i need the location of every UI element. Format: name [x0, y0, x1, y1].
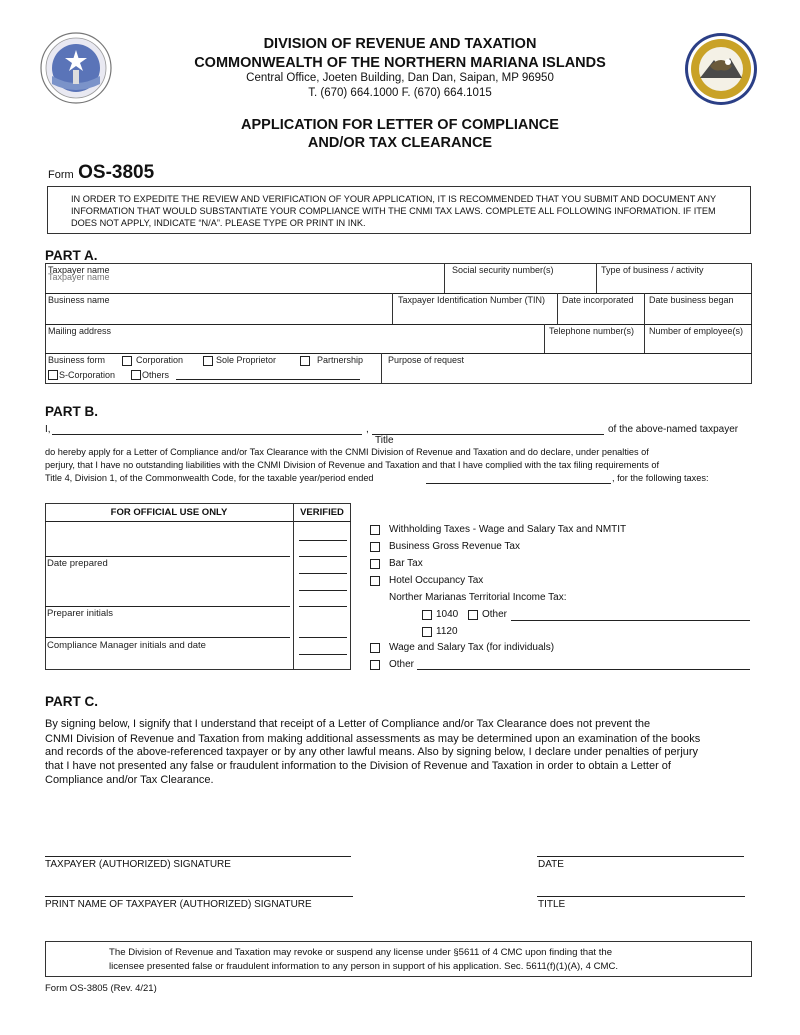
- declaration-line2: perjury, that I have no outstanding liabilities with the CNMI Division of Revenue and Taxation and that I have complied with the tax filing requirements of: [45, 460, 660, 470]
- others-label: Others: [142, 370, 170, 380]
- purpose-label: Purpose of request: [388, 355, 465, 365]
- bar-tax-checkbox[interactable]: [370, 559, 380, 569]
- taxpayer-signature-label: TAXPAYER (AUTHORIZED) SIGNATURE: [45, 859, 231, 870]
- part-c-heading: PART C.: [45, 694, 98, 709]
- s-corporation-label: S-Corporation: [59, 370, 116, 380]
- comma: ,: [366, 424, 369, 435]
- title-label: TITLE: [538, 899, 566, 910]
- form-number: [48, 162, 154, 184]
- instructions-line3: DOES NOT APPLY, INDICATE “N/A”. PLEASE TYPE OR PRINT IN INK.: [71, 218, 366, 228]
- date-business-began-label: Date business began: [649, 295, 734, 305]
- ssn-label: Social security number(s): [452, 265, 554, 275]
- form-1120-label: 1120: [436, 626, 458, 637]
- compliance-manager-label: Compliance Manager initials and date: [47, 640, 206, 651]
- form-number-value: OS-3805: [78, 162, 155, 183]
- business-type-label: Type of business / activity: [601, 265, 704, 275]
- mailing-address-label: Mailing address: [48, 326, 112, 336]
- withholding-checkbox[interactable]: [370, 525, 380, 535]
- certification-line1: By signing below, I signify that I understand that receipt of a Letter of Compliance and/or Tax Clearance does not prevent the: [45, 718, 651, 730]
- certification-line2: CNMI Division of Revenue and Taxation from making additional assessments as may be determined upon an examination of the books: [45, 733, 701, 745]
- sole-proprietor-checkbox[interactable]: [203, 356, 213, 366]
- title-caption: Title: [375, 435, 394, 446]
- notice-line1: The Division of Revenue and Taxation may revoke or suspend any license under §5611 of 4 CMC upon finding that the: [109, 947, 613, 958]
- i-label: I,: [45, 424, 51, 435]
- verified-line[interactable]: [299, 606, 347, 607]
- form-revision: Form OS-3805 (Rev. 4/21): [45, 983, 157, 994]
- commonwealth-name: COMMONWEALTH OF THE NORTHERN MARIANA ISLANDS: [194, 55, 606, 71]
- declaration-line3: Title 4, Division 1, of the Commonwealth Code, for the taxable year/period ended: [45, 473, 374, 483]
- bgrt-label: Business Gross Revenue Tax: [389, 541, 520, 552]
- others-line[interactable]: [176, 379, 360, 380]
- nmtit-other-line[interactable]: [511, 620, 750, 621]
- verified-line[interactable]: [299, 556, 347, 557]
- declaration-line1: do hereby apply for a Letter of Compliance and/or Tax Clearance with the CNMI Division of Revenue and Taxation and do declare, under penalties of: [45, 447, 649, 457]
- form-prefix: Form: [48, 169, 74, 181]
- form-1040-checkbox[interactable]: [422, 610, 432, 620]
- period-ended-line[interactable]: [426, 483, 611, 484]
- preparer-initials-label: Preparer initials: [47, 608, 113, 619]
- corporation-label: Corporation: [136, 355, 184, 365]
- withholding-label: Withholding Taxes - Wage and Salary Tax and NMTIT: [389, 524, 627, 535]
- part-b-heading: PART B.: [45, 404, 98, 419]
- nmtit-other-label: Other: [482, 609, 508, 620]
- form-1040-label: 1040: [436, 609, 459, 620]
- part-a-heading: PART A.: [45, 248, 98, 263]
- hotel-tax-label: Hotel Occupancy Tax: [389, 575, 484, 586]
- nmtit-label: Norther Marianas Territorial Income Tax:: [389, 592, 567, 603]
- form-1120-checkbox[interactable]: [422, 627, 432, 637]
- verified-line[interactable]: [299, 637, 347, 638]
- print-name-label: PRINT NAME OF TAXPAYER (AUTHORIZED) SIGNATURE: [45, 899, 312, 910]
- telephone-label: Telephone number(s): [549, 326, 635, 336]
- employees-label: Number of employee(s): [649, 326, 744, 336]
- nmtit-other-checkbox[interactable]: [468, 610, 478, 620]
- partnership-checkbox[interactable]: [300, 356, 310, 366]
- tin-label: Taxpayer Identification Number (TIN): [398, 295, 546, 305]
- form-title-line2: AND/OR TAX CLEARANCE: [307, 135, 493, 151]
- print-name-line[interactable]: [45, 896, 353, 897]
- name-line[interactable]: [52, 434, 362, 435]
- office-address: Central Office, Joeten Building, Dan Dan, Saipan, MP 96950: [246, 72, 554, 84]
- other-tax-checkbox[interactable]: [370, 660, 380, 670]
- hotel-tax-checkbox[interactable]: [370, 576, 380, 586]
- above-named-label: of the above-named taxpayer: [608, 424, 739, 435]
- date-prepared-label: Date prepared: [47, 558, 108, 569]
- verified-line[interactable]: [299, 590, 347, 591]
- instructions-line2: INFORMATION THAT WOULD SUBSTANTIATE YOUR COMPLIANCE WITH THE CNMI TAX LAWS. COMPLETE ALL FOLLOWING INFORMATION. IF ITEM: [71, 206, 716, 216]
- verified-header: VERIFIED: [300, 507, 344, 518]
- certification-line5: Compliance and/or Tax Clearance.: [45, 774, 214, 786]
- wage-salary-checkbox[interactable]: [370, 643, 380, 653]
- certification-line3: and records of the above-referenced taxpayer or by any other lawful means. Also by signing below, I declare under penalties of perjury: [45, 746, 699, 758]
- business-form-label: Business form: [48, 355, 106, 365]
- title-signature-line[interactable]: [537, 896, 745, 897]
- verified-line[interactable]: [299, 654, 347, 655]
- corporation-checkbox[interactable]: [122, 356, 132, 366]
- other-tax-label: Other: [389, 659, 415, 670]
- form-title-line1: APPLICATION FOR LETTER OF COMPLIANCE: [241, 117, 559, 133]
- verified-line[interactable]: [299, 573, 347, 574]
- date-label: DATE: [538, 859, 564, 870]
- wage-salary-label: Wage and Salary Tax (for individuals): [389, 642, 555, 653]
- taxpayer-name-label: Taxpayer name: [48, 265, 110, 275]
- s-corporation-checkbox[interactable]: [48, 370, 58, 380]
- instructions-line1: IN ORDER TO EXPEDITE THE REVIEW AND VERIFICATION OF YOUR APPLICATION, IT IS RECOMMENDED THAT YOU SUBMIT AND DOCUMENT ANY: [71, 194, 717, 204]
- official-use-header: FOR OFFICIAL USE ONLY: [110, 507, 228, 518]
- sole-proprietor-label: Sole Proprietor: [216, 355, 277, 365]
- date-line[interactable]: [537, 856, 744, 857]
- partnership-label: Partnership: [317, 355, 364, 365]
- agency-name: DIVISION OF REVENUE AND TAXATION: [263, 36, 537, 52]
- taxpayer-signature-line[interactable]: [45, 856, 351, 857]
- declaration-line3-end: , for the following taxes:: [612, 473, 709, 483]
- others-checkbox[interactable]: [131, 370, 141, 380]
- business-name-label: Business name: [48, 295, 110, 305]
- title-line[interactable]: [372, 434, 604, 435]
- notice-line2: licensee presented false or fraudulent information to any person in support of his application. Sec. 5611(f)(1)(A), 4 CMC.: [109, 961, 619, 972]
- certification-line4: that I have not presented any false or fraudulent information to the Division of Revenue and Taxation in order to obtain a Letter of: [45, 760, 671, 772]
- bar-tax-label: Bar Tax: [389, 558, 423, 569]
- bgrt-checkbox[interactable]: [370, 542, 380, 552]
- date-incorporated-label: Date incorporated: [562, 295, 634, 305]
- office-phones: T. (670) 664.1000 F. (670) 664.1015: [308, 87, 492, 99]
- other-tax-line[interactable]: [417, 669, 750, 670]
- verified-line[interactable]: [299, 540, 347, 541]
